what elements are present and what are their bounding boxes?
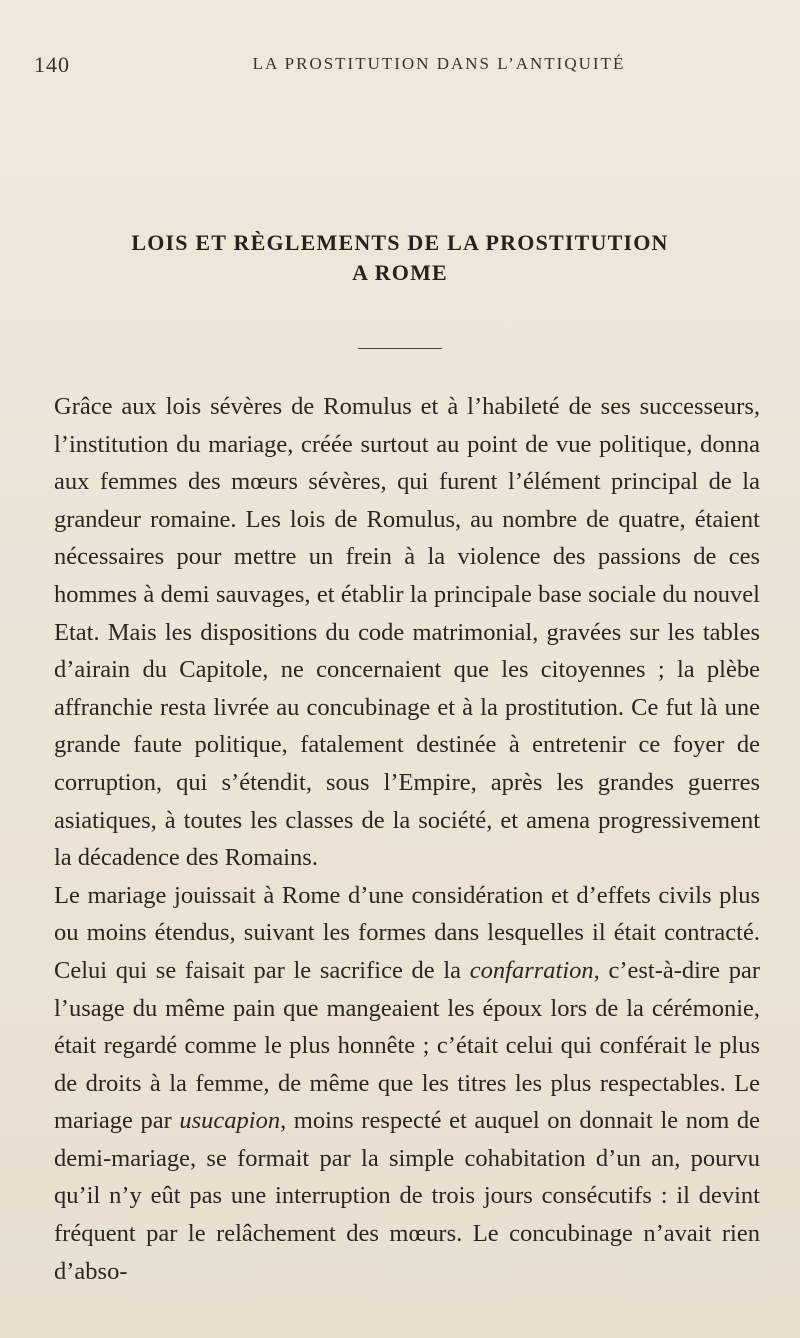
running-head: [34, 52, 724, 82]
body-text: [54, 388, 760, 1290]
paragraph-2: [54, 877, 760, 1291]
chapter-title-line-1: LOIS ET RÈGLEMENTS DE LA PROSTITUTION: [131, 230, 669, 255]
paragraph-2-part-c: , moins respecté et auquel on donnait le nom de demi-mariage, se formait par la simple cohabitation d’un an, pourvu qu’il n’y eût pas une interruption de trois jours consécutifs : il devint fréquent par le relâchement des mœurs. Le concubinage n’avait rien d’abso-: [54, 1107, 760, 1285]
running-title: LA PROSTITUTION DANS L’ANTIQUITÉ: [252, 54, 626, 73]
term-confarration: confarration: [469, 956, 594, 984]
section-divider: [358, 348, 442, 349]
paragraph-1: Grâce aux lois sévères de Romulus et à l’habileté de ses successeurs, l’institution du mariage, créée surtout au point de vue politique, donna aux femmes des mœurs sévères, qui furent l’élément principal de la grandeur romaine. Les lois de Romulus, au nombre de quatre, étaient nécessaires pour mettre un frein à la violence des passions de ces hommes à demi sauvages, et établir la principale base sociale du nouvel Etat. Mais les dispositions du code matrimonial, gravées sur les tables d’airain du Capitole, ne concernaient que les citoyennes ; la plèbe affranchie resta livrée au concubinage et à la prostitution. Ce fut là une grande faute politique, fatalement destinée à entretenir ce foyer de corruption, qui s’étendit, sous l’Empire, après les grandes guerres asiatiques, à toutes les classes de la société, et amena progressivement la décadence des Romains.: [54, 393, 760, 872]
paragraph-2-part-b: , c’est-à-dire par l’usage du même pain que mangeaient les époux lors de la cérémonie, était regardé comme le plus honnête ; c’était celui qui conférait le plus de droits à la femme, de même que les titres les plus respectables. Le mariage par: [54, 956, 760, 1135]
term-usucapion: usucapion: [179, 1107, 281, 1135]
chapter-title: [60, 228, 740, 288]
paragraph-2-part-a: Le mariage jouissait à Rome d’une considération et d’effets civils plus ou moins étendus, suivant les formes dans lesquelles il était contracté. Celui qui se faisait par le sacrifice de la: [54, 881, 760, 984]
page-number: 140: [34, 52, 70, 77]
chapter-title-line-2: A ROME: [352, 260, 448, 285]
